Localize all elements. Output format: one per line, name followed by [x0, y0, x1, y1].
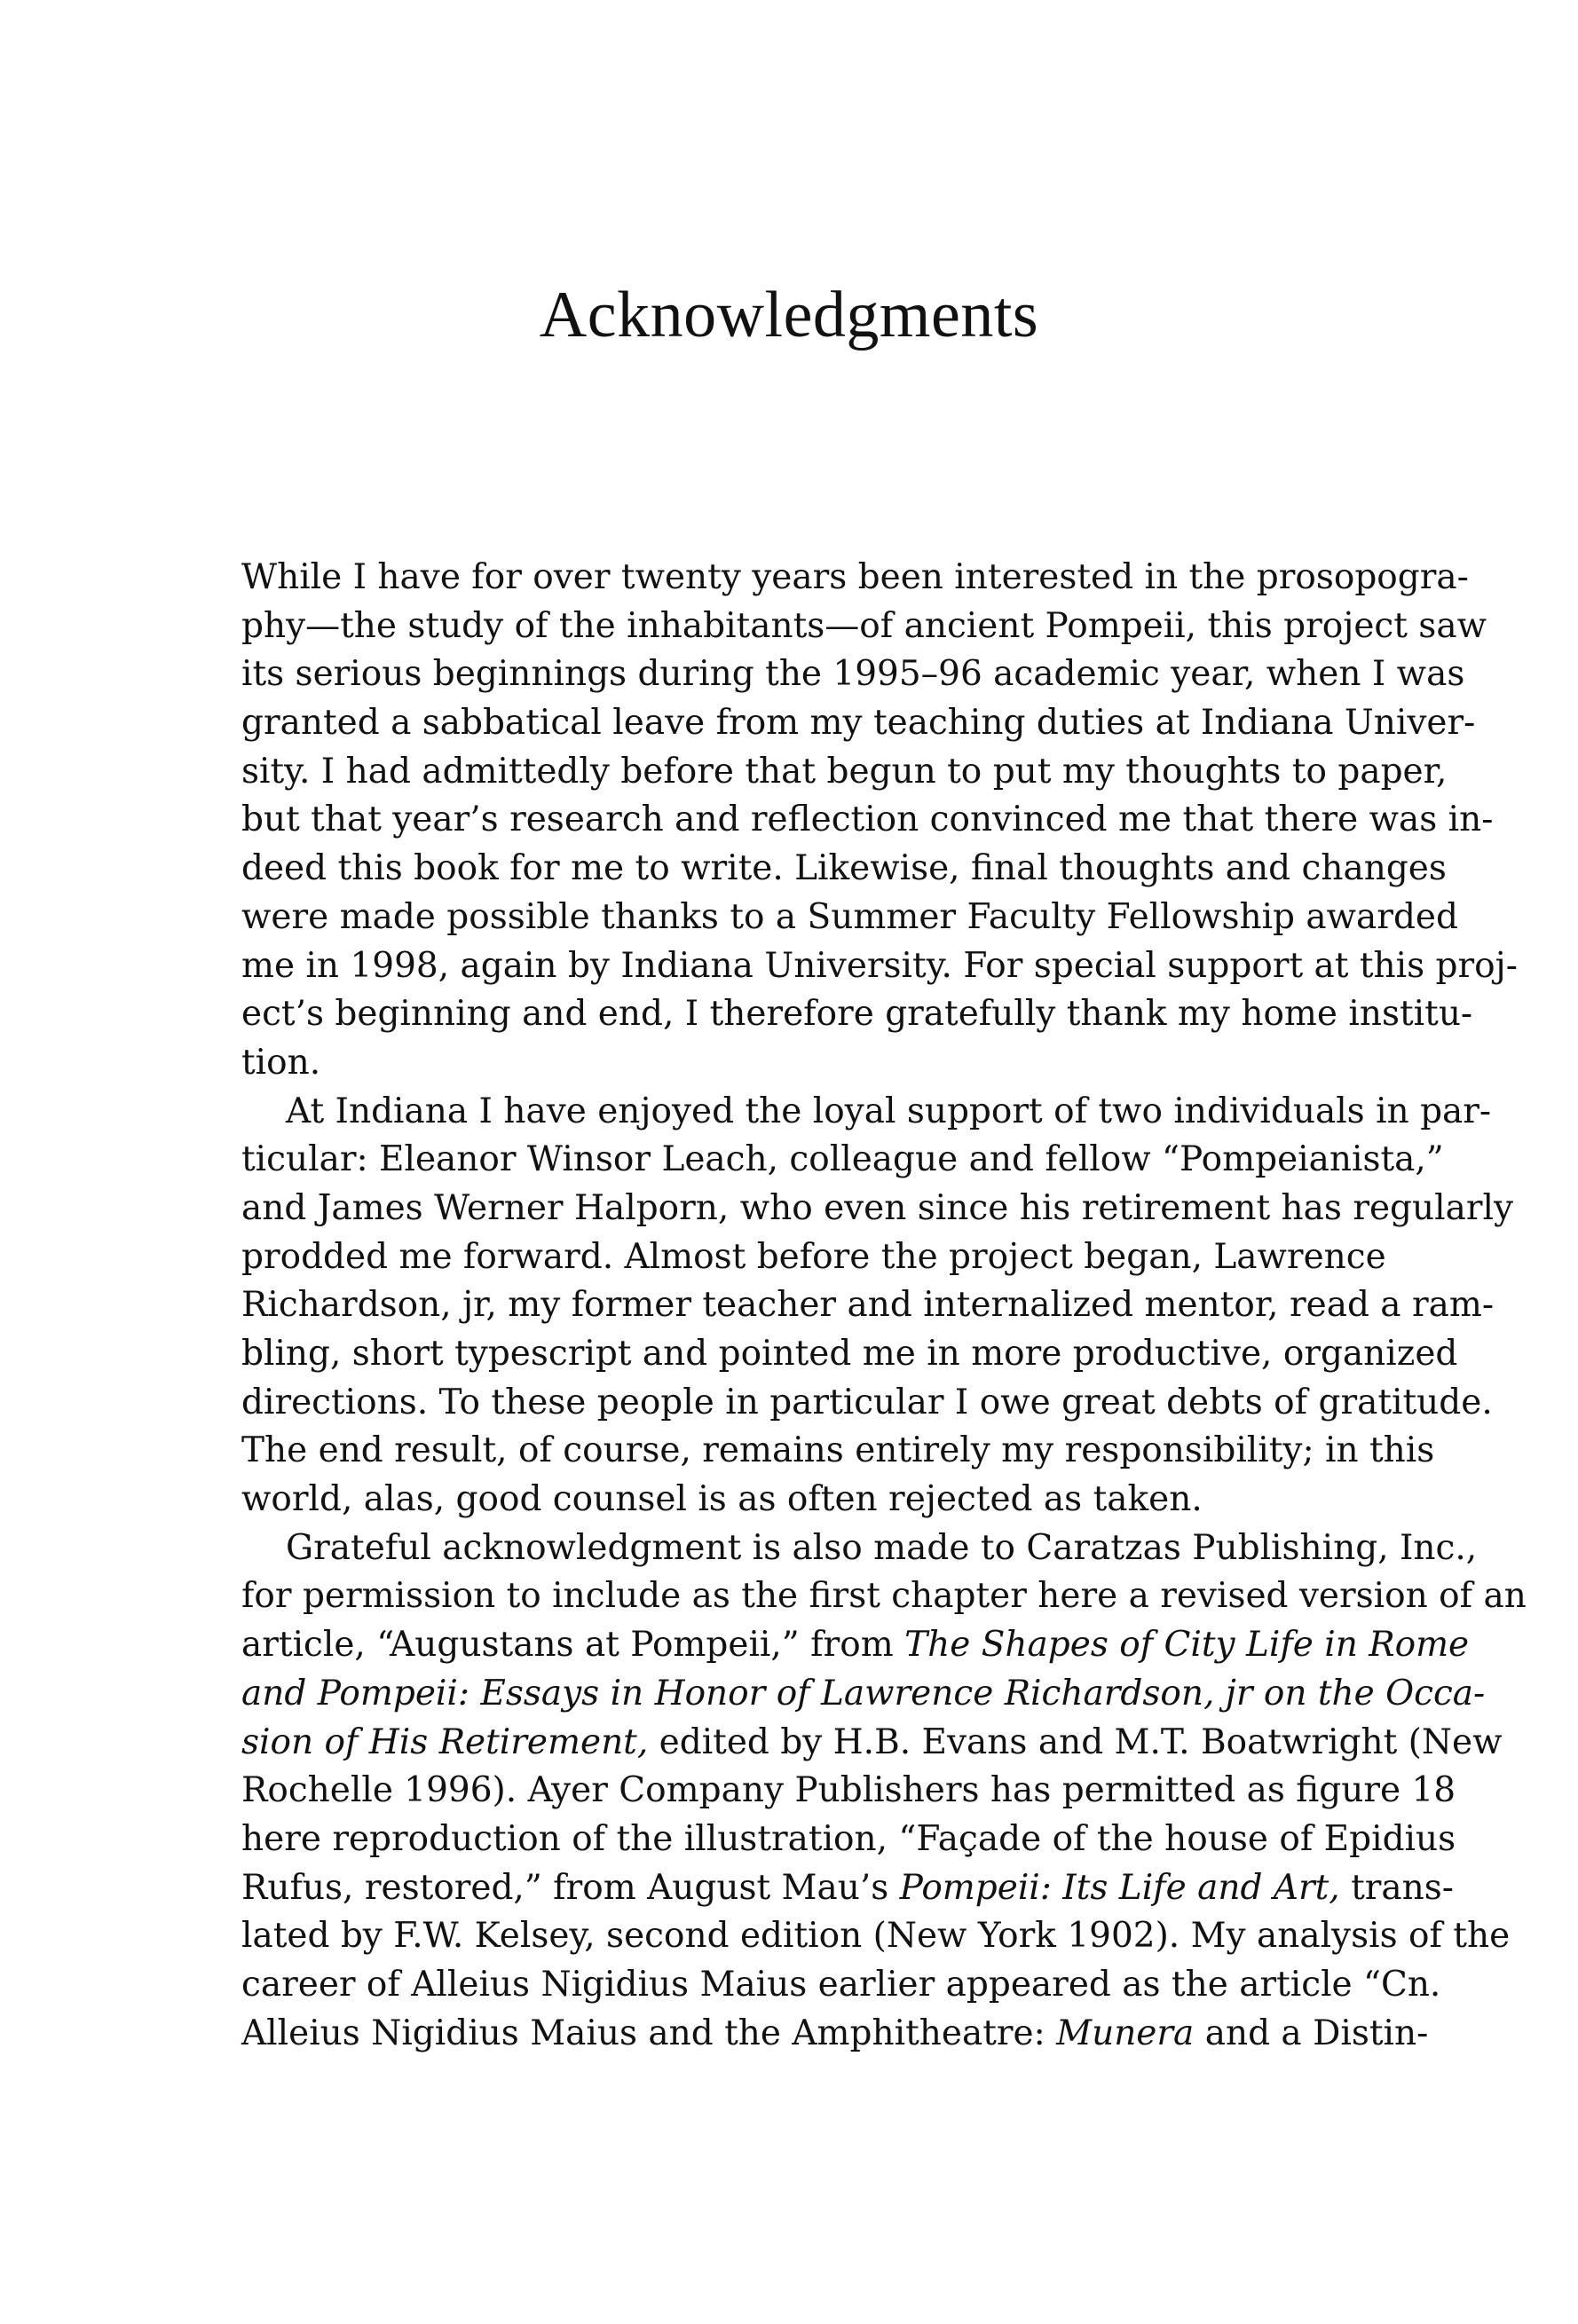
body-text: [241, 554, 1527, 2058]
text-line: Alleius Nigidius Maius and the Amphitheatre: Munera and a Distin-: [241, 2013, 1429, 2053]
text-line: granted a sabbatical leave from my teaching duties at Indiana Univer-: [241, 703, 1476, 744]
text-line: sion of His Retirement, edited by H.B. Evans and M.T. Boatwright (New: [241, 1721, 1503, 1762]
text-line: While I have for over twenty years been interested in the prosopogra-: [241, 557, 1469, 597]
text-line: Grateful acknowledgment is also made to Caratzas Publishing, Inc.,: [286, 1527, 1478, 1568]
text-line: for permission to include as the first chapter here a revised version of an: [241, 1576, 1527, 1617]
text-line: its serious beginnings during the 1995–96 academic year, when I was: [241, 654, 1465, 695]
text-line: Richardson, jr, my former teacher and internalized mentor, read a ram-: [241, 1285, 1495, 1326]
text-line: The end result, of course, remains entirely my responsibility; in this: [241, 1430, 1435, 1471]
book-title-italic: The Shapes of City Life in Rome: [904, 1625, 1470, 1666]
text-line: lated by F.W. Kelsey, second edition (New York 1902). My analysis of the: [241, 1916, 1511, 1957]
text-line: ect’s beginning and end, I therefore gratefully thank my home institu-: [241, 994, 1473, 1035]
text-line: and James Werner Halporn, who even since his retirement has regularly: [241, 1187, 1514, 1228]
text-line: here reproduction of the illustration, “Façade of the house of Epidius: [241, 1818, 1456, 1859]
text-line: me in 1998, again by Indiana University. For special support at this proj-: [241, 945, 1518, 986]
text-line: and Pompeii: Essays in Honor of Lawrence Richardson, jr on the Occa-: [241, 1673, 1486, 1713]
text-line: career of Alleius Nigidius Maius earlier appeared as the article “Cn.: [241, 1964, 1441, 2005]
text-line: tion.: [241, 1042, 321, 1083]
latin-term-italic: Munera: [1056, 2013, 1195, 2053]
book-title-italic: Pompeii: Its Life and Art,: [899, 1867, 1340, 1908]
text-line: article, “Augustans at Pompeii,” from The Shapes of City Life in Rome: [241, 1625, 1470, 1666]
text-line: were made possible thanks to a Summer Faculty Fellowship awarded: [241, 896, 1458, 937]
text-line: Rufus, restored,” from August Mau’s Pompeii: Its Life and Art, trans-: [241, 1867, 1454, 1908]
text-line: bling, short typescript and pointed me in more productive, organized: [241, 1334, 1458, 1374]
book-title-italic: sion of His Retirement,: [241, 1721, 649, 1762]
text-line: sity. I had admittedly before that begun to put my thoughts to paper,: [241, 751, 1448, 792]
text-line: Rochelle 1996). Ayer Company Publishers has permitted as figure 18: [241, 1770, 1456, 1811]
text-line: deed this book for me to write. Likewise, final thoughts and changes: [241, 848, 1447, 889]
text-line: ticular: Eleanor Winsor Leach, colleague and fellow “Pompeianista,”: [241, 1139, 1444, 1180]
text-line: directions. To these people in particular I owe great debts of gratitude.: [241, 1382, 1493, 1422]
page-title: Acknowledgments: [539, 279, 1039, 351]
text-line: At Indiana I have enjoyed the loyal support of two individuals in par-: [286, 1091, 1492, 1131]
text-line: but that year’s research and reflection convinced me that there was in-: [241, 800, 1494, 840]
text-line: world, alas, good counsel is as often rejected as taken.: [241, 1479, 1203, 1520]
text-line: phy—the study of the inhabitants—of ancient Pompeii, this project saw: [241, 605, 1487, 646]
text-line: prodded me forward. Almost before the project began, Lawrence: [241, 1236, 1386, 1277]
